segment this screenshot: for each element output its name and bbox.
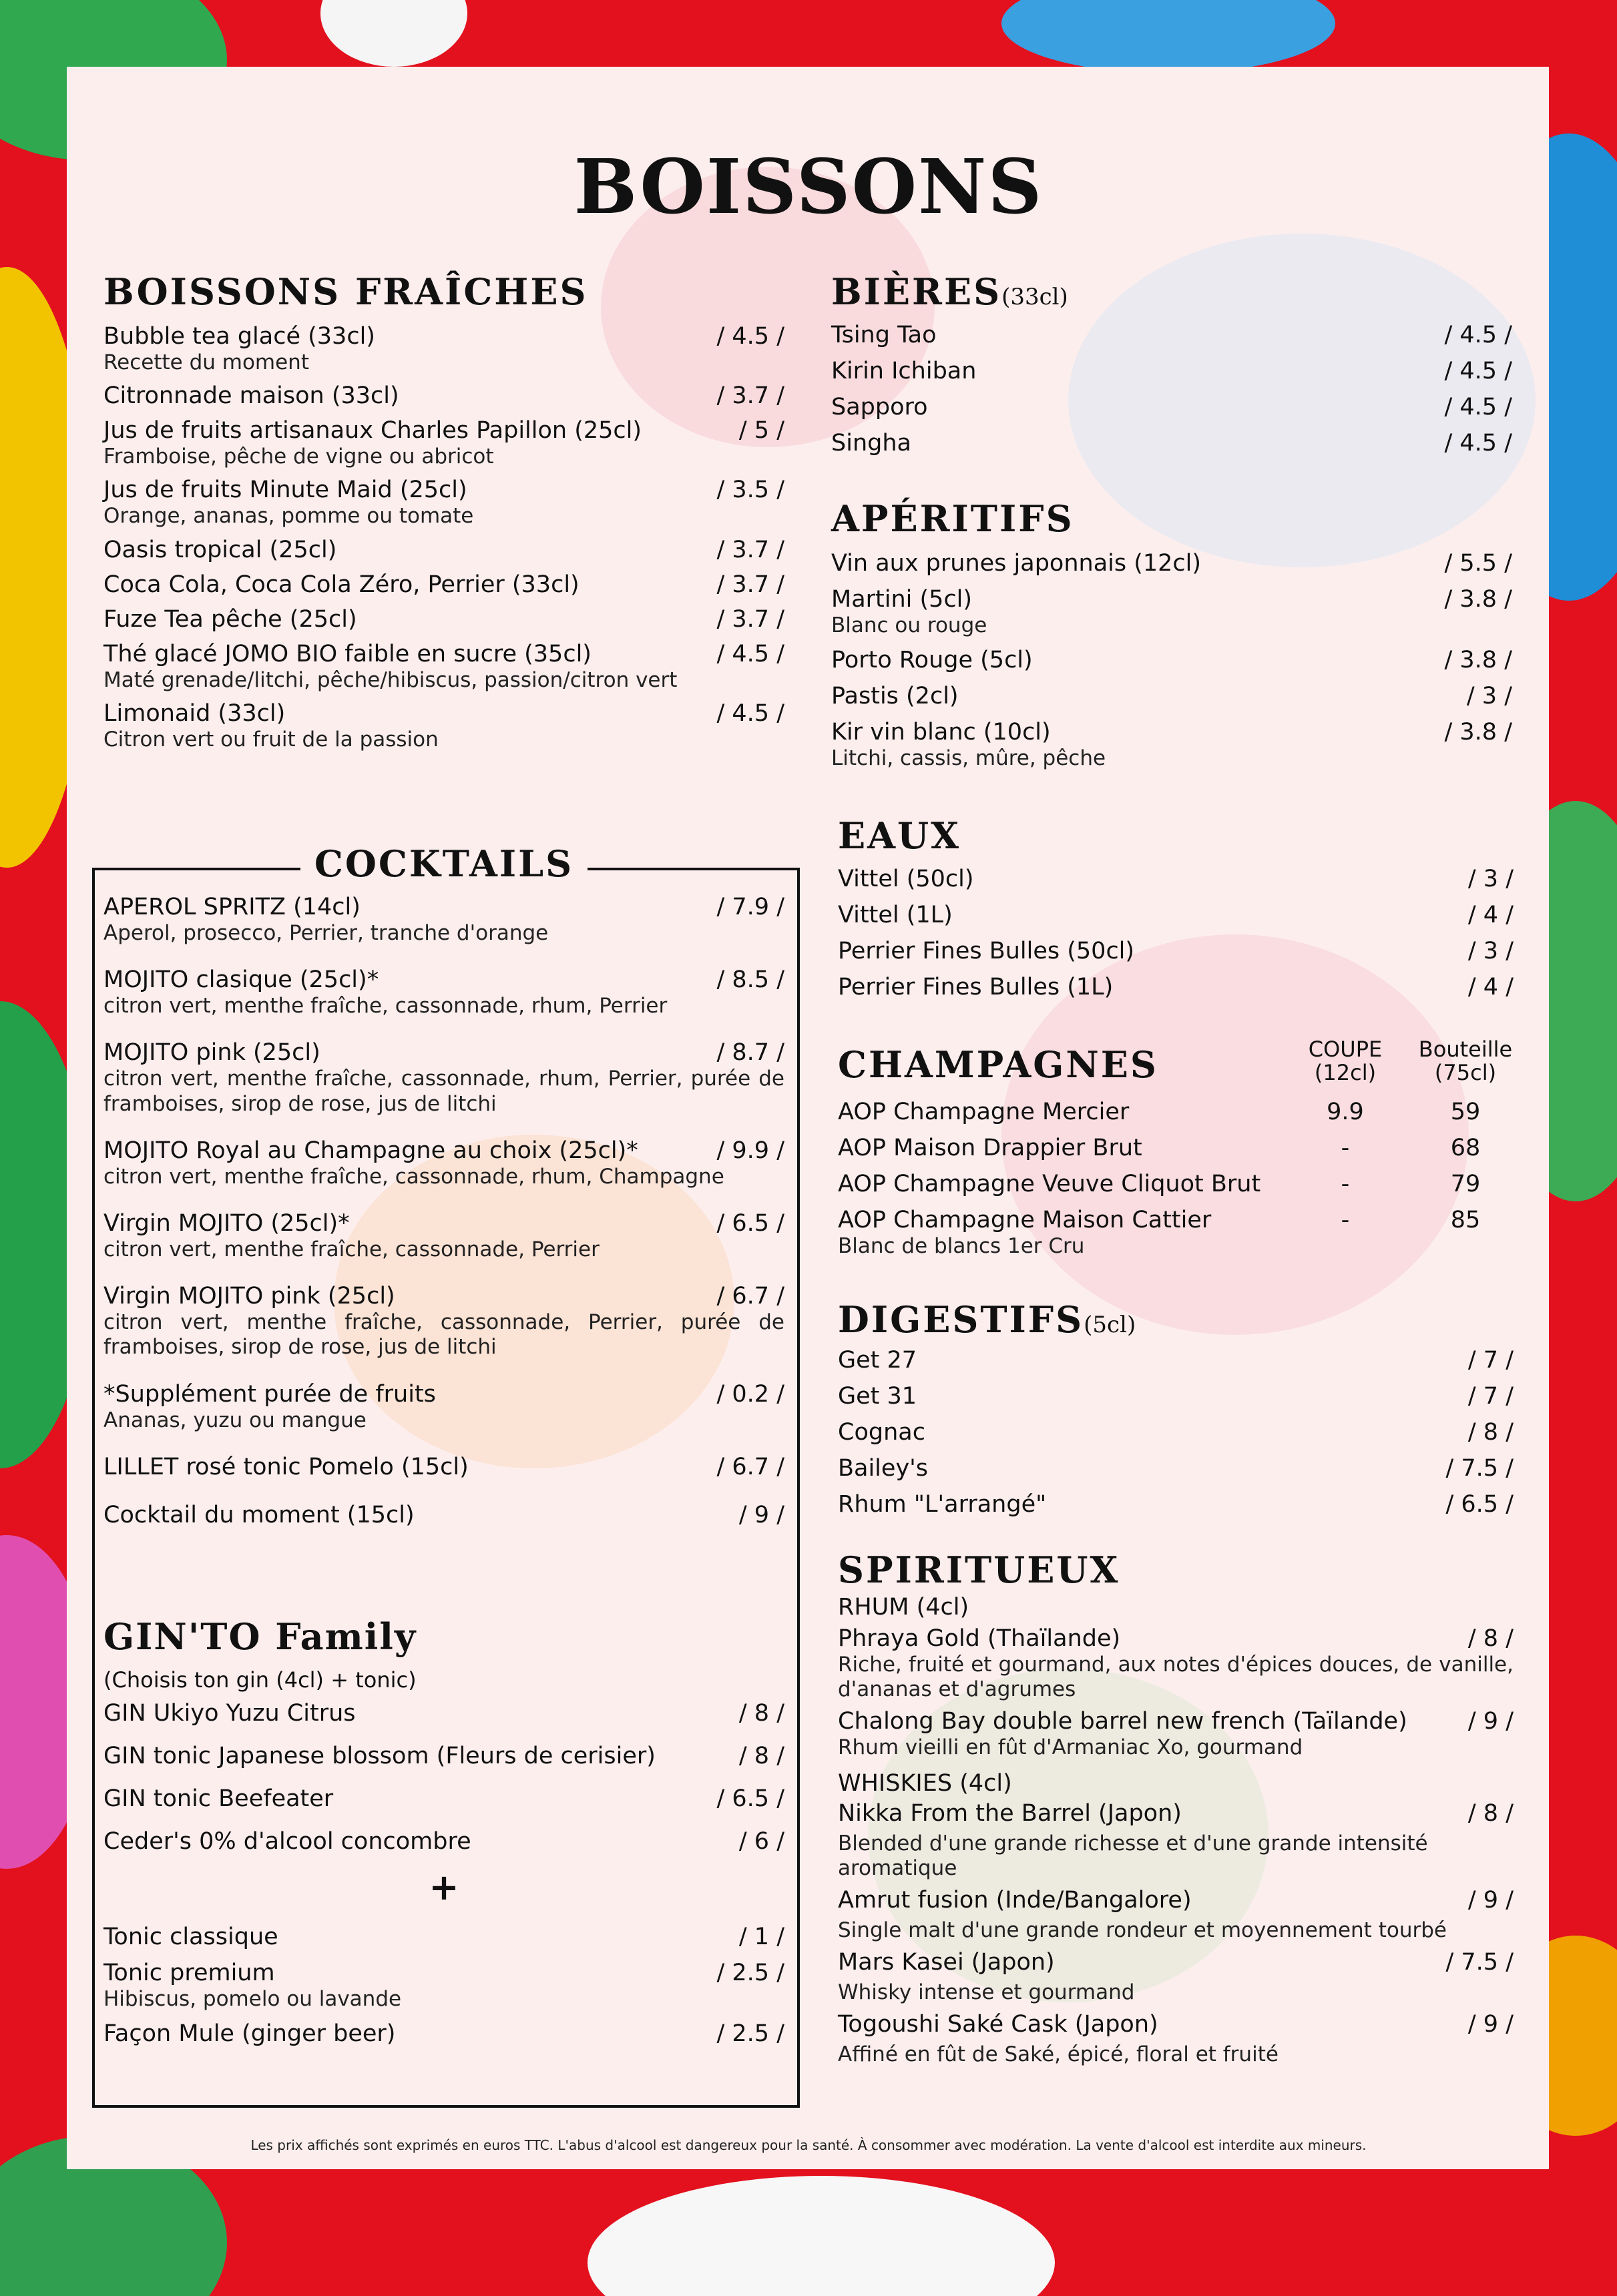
menu-item [838, 1886, 1514, 1943]
item-name: *Supplément purée de fruits [103, 1380, 436, 1408]
item-name: Rhum "L'arrangé" [838, 1491, 1047, 1518]
section-title: BOISSONS FRAÎCHES [103, 270, 588, 313]
item-name: Perrier Fines Bulles (50cl) [838, 938, 1135, 964]
flower-decoration [1001, 0, 1335, 73]
menu-item [838, 1382, 1514, 1410]
section-title: SPIRITUEUX [838, 1548, 1120, 1591]
item-price: / 6.5 / [716, 1785, 784, 1812]
item-price: / 4.5 / [716, 640, 784, 667]
item-name: Thé glacé JOMO BIO faible en sucre (35cl) [103, 640, 592, 667]
item-price: / 9 / [738, 1501, 784, 1528]
menu-item [838, 1948, 1514, 2005]
flower-decoration [320, 0, 467, 67]
item-description: Hibiscus, pomelo ou lavande [103, 1987, 402, 2011]
item-price: / 7.5 / [1445, 1949, 1514, 1976]
menu-item [831, 646, 1512, 674]
section-aperitifs [831, 497, 1512, 771]
item-name: Sapporo [831, 394, 928, 420]
menu-item [831, 682, 1512, 710]
item-price: / 2.5 / [716, 1960, 784, 1986]
item-name: Kirin Ichiban [831, 358, 977, 384]
menu-item [103, 1380, 784, 1433]
item-name: AOP Champagne Mercier [838, 1099, 1130, 1125]
item-price: / 8 / [738, 1700, 784, 1727]
item-name: Cocktail du moment (15cl) [103, 1501, 415, 1528]
item-name: Phraya Gold (Thaïlande) [838, 1625, 1121, 1652]
section-title: CHAMPAGNES [838, 1043, 1158, 1086]
item-price: / 3 / [1467, 938, 1514, 964]
ginto-subtitle: (Choisis ton gin (4cl) + tonic) [103, 1667, 417, 1693]
item-price: / 8 / [1467, 1799, 1514, 1827]
menu-item [103, 322, 784, 375]
item-name: APEROL SPRITZ (14cl) [103, 894, 361, 920]
item-price: / 0.2 / [716, 1380, 784, 1408]
item-description: Citron vert ou fruit de la passion [103, 727, 439, 752]
coupe-label: COUPE [1308, 1037, 1383, 1062]
item-description: Ananas, yuzu ou mangue [103, 1408, 367, 1432]
menu-item [103, 1501, 784, 1529]
item-price: / 4.5 / [716, 323, 784, 350]
menu-item [838, 901, 1514, 929]
item-name: Perrier Fines Bulles (1L) [838, 974, 1114, 1000]
item-price: / 6.5 / [1445, 1491, 1514, 1518]
menu-item [838, 1346, 1514, 1374]
menu-item [838, 1098, 1514, 1126]
item-price: / 8 / [738, 1743, 784, 1769]
menu-item [838, 865, 1514, 893]
section-champagnes [838, 1038, 1514, 1259]
item-price: / 3.8 / [1444, 719, 1512, 746]
coupe-price: 9.9 [1327, 1099, 1364, 1125]
section-digestifs [838, 1298, 1514, 1518]
menu-item [831, 357, 1512, 385]
item-description: Blanc ou rouge [831, 613, 987, 637]
item-price: / 1 / [738, 1924, 784, 1950]
item-price: / 3.8 / [1444, 586, 1512, 613]
menu-item [103, 1209, 784, 1262]
item-name: Amrut fusion (Inde/Bangalore) [838, 1886, 1192, 1914]
menu-item [103, 1785, 784, 1813]
menu-item [831, 393, 1512, 421]
menu-item [103, 382, 784, 410]
item-name: Tonic classique [103, 1924, 278, 1950]
item-name: AOP Champagne Maison Cattier [838, 1207, 1212, 1233]
item-price: / 7.9 / [716, 894, 784, 920]
item-name: Bubble tea glacé (33cl) [103, 323, 375, 350]
item-price: / 2.5 / [716, 2020, 784, 2048]
item-name: Façon Mule (ginger beer) [103, 2020, 396, 2048]
item-name: Ceder's 0% d'alcool concombre [103, 1828, 471, 1855]
menu-item [103, 893, 784, 946]
menu-item [838, 1134, 1514, 1162]
item-price: / 9 / [1467, 1708, 1514, 1735]
section-title: GIN'TO Family [103, 1615, 417, 1658]
bouteille-price: 79 [1450, 1171, 1481, 1197]
item-name: Coca Cola, Coca Cola Zéro, Perrier (33cl) [103, 571, 580, 598]
item-price: / 3.7 / [716, 605, 784, 633]
item-price: / 6.7 / [716, 1283, 784, 1310]
item-price: / 3.8 / [1444, 647, 1512, 674]
item-price: / 6.7 / [716, 1453, 784, 1480]
item-name: Get 31 [838, 1383, 917, 1410]
item-price: / 3.5 / [716, 477, 784, 504]
item-name: Virgin MOJITO (25cl)* [103, 1209, 350, 1237]
item-description: Recette du moment [103, 350, 309, 374]
menu-item [831, 549, 1512, 577]
item-name: Virgin MOJITO pink (25cl) [103, 1283, 395, 1310]
item-name: AOP Champagne Veuve Cliquot Brut [838, 1171, 1261, 1197]
item-price: / 3.7 / [716, 571, 784, 598]
item-name: MOJITO Royal au Champagne au choix (25cl)* [103, 1137, 638, 1164]
item-name: Limonaid (33cl) [103, 699, 286, 727]
menu-item [838, 1170, 1514, 1198]
item-description: Single malt d'une grande rondeur et moyennement tourbé [838, 1918, 1447, 1942]
item-name: Vittel (1L) [838, 902, 953, 928]
flower-decoration [588, 2176, 1055, 2296]
item-name: Bailey's [838, 1455, 929, 1482]
item-description: Aperol, prosecco, Perrier, tranche d'orange [103, 921, 549, 945]
menu-item [838, 937, 1514, 965]
item-price: / 6 / [738, 1828, 784, 1855]
section-title: BIÈRES [831, 270, 1002, 313]
section-title: DIGESTIFS [838, 1298, 1084, 1341]
item-description: citron vert, menthe fraîche, cassonnade, rhum, Perrier, purée de framboises, sirop de rose, jus de litchi [103, 1067, 784, 1116]
item-price: / 7 / [1467, 1383, 1514, 1410]
item-price: / 9.9 / [716, 1137, 784, 1164]
item-price: / 5 / [738, 417, 784, 445]
menu-item [103, 1742, 784, 1770]
item-name: GIN Ukiyo Yuzu Citrus [103, 1700, 356, 1727]
menu-item [103, 966, 784, 1019]
item-name: Cognac [838, 1419, 925, 1446]
section-boissons-fraiches [103, 270, 784, 752]
item-name: GIN tonic Beefeater [103, 1785, 334, 1812]
item-price: / 3 / [1466, 683, 1512, 710]
menu-item [838, 1454, 1514, 1482]
item-name: LILLET rosé tonic Pomelo (15cl) [103, 1453, 469, 1480]
item-name: Vin aux prunes japonnais (12cl) [831, 550, 1202, 577]
section-volume: (5cl) [1084, 1312, 1136, 1338]
menu-item [831, 321, 1512, 349]
menu-item [103, 476, 784, 529]
item-price: / 7 / [1467, 1347, 1514, 1374]
item-price: / 9 / [1467, 2011, 1514, 2038]
item-price: / 8.5 / [716, 966, 784, 994]
menu-item [103, 1959, 784, 2012]
bouteille-price: 68 [1450, 1135, 1481, 1161]
item-price: / 3.7 / [716, 536, 784, 563]
item-name: Tsing Tao [831, 322, 937, 348]
section-title: EAUX [838, 814, 961, 857]
coupe-price: - [1341, 1135, 1350, 1161]
section-ginto [103, 1615, 784, 2048]
item-name: Chalong Bay double barrel new french (Taïlande) [838, 1708, 1407, 1735]
section-spiritueux [838, 1548, 1514, 2068]
item-description: Blended d'une grande richesse et d'une grande intensité aromatique [838, 1831, 1428, 1880]
item-name: Fuze Tea pêche (25cl) [103, 605, 357, 633]
item-name: Nikka From the Barrel (Japon) [838, 1799, 1182, 1827]
item-price: / 4 / [1467, 902, 1514, 928]
item-name: Tonic premium [103, 1960, 275, 1986]
item-name: GIN tonic Japanese blossom (Fleurs de cerisier) [103, 1743, 656, 1769]
menu-item [838, 2010, 1514, 2067]
section-title-wrap [838, 1298, 1514, 1341]
item-price: / 4.5 / [1444, 430, 1512, 457]
menu-item [838, 1206, 1514, 1259]
item-name: Porto Rouge (5cl) [831, 647, 1033, 674]
coupe-price: - [1341, 1171, 1350, 1197]
item-name: Citronnade maison (33cl) [103, 382, 399, 410]
menu-item [838, 973, 1514, 1001]
menu-item [103, 416, 784, 469]
item-description: Rhum vieilli en fût d'Armaniac Xo, gourmand [838, 1735, 1303, 1760]
section-bieres [831, 270, 1512, 457]
coupe-price: - [1341, 1207, 1350, 1233]
item-name: Vittel (50cl) [838, 866, 974, 892]
item-name: MOJITO clasique (25cl)* [103, 966, 379, 994]
item-name: Mars Kasei (Japon) [838, 1949, 1055, 1976]
item-price: / 8 / [1467, 1625, 1514, 1652]
item-price: / 3 / [1467, 866, 1514, 892]
item-description: citron vert, menthe fraîche, cassonnade, rhum, Perrier [103, 994, 668, 1019]
item-description: Maté grenade/litchi, pêche/hibiscus, passion/citron vert [103, 667, 678, 692]
item-description: citron vert, menthe fraîche, cassonnade, Perrier, purée de framboises, sirop de rose, jus de litchi [103, 1310, 784, 1360]
item-name: AOP Maison Drappier Brut [838, 1135, 1142, 1161]
item-name: Pastis (2cl) [831, 683, 959, 710]
bouteille-price: 59 [1450, 1099, 1481, 1125]
menu-item [838, 1418, 1514, 1446]
item-name: Jus de fruits Minute Maid (25cl) [103, 477, 467, 504]
menu-item [838, 1625, 1514, 1702]
menu-item [103, 605, 784, 633]
item-description: Litchi, cassis, mûre, pêche [831, 746, 1106, 771]
menu-item [103, 1827, 784, 1855]
section-title: APÉRITIFS [831, 497, 1074, 540]
item-name: Get 27 [838, 1347, 917, 1374]
rhum-label: RHUM (4cl) [838, 1594, 969, 1621]
menu-item [831, 429, 1512, 457]
item-price: / 7.5 / [1445, 1455, 1514, 1482]
section-volume: (33cl) [1001, 284, 1068, 310]
legal-footer: Les prix affichés sont exprimés en euros TTC. L'abus d'alcool est dangereux pour la santé. À consommer avec modération. La vente d'alcool est interdite aux mineurs. [250, 2137, 1367, 2153]
bouteille-price: 85 [1450, 1207, 1481, 1233]
item-description: Orange, ananas, pomme ou tomate [103, 504, 474, 529]
menu-item [103, 1282, 784, 1360]
item-price: / 4 / [1467, 974, 1514, 1000]
item-description: Blanc de blancs 1er Cru [838, 1234, 1085, 1258]
item-description: Riche, fruité et gourmand, aux notes d'épices douces, de vanille, d'ananas et d'agrumes [838, 1653, 1514, 1702]
bouteille-volume: (75cl) [1434, 1060, 1497, 1086]
section-eaux [838, 814, 1514, 1001]
section-title-cocktails: COCKTAILS [300, 842, 588, 885]
bouteille-header [1409, 1038, 1522, 1085]
menu-item [103, 571, 784, 599]
item-name: Togoushi Saké Cask (Japon) [838, 2011, 1158, 2038]
item-price: / 4.5 / [1444, 358, 1512, 384]
item-name: Kir vin blanc (10cl) [831, 719, 1051, 746]
menu-item [103, 2020, 784, 2048]
menu-item [103, 1923, 784, 1951]
bouteille-label: Bouteille [1418, 1037, 1513, 1062]
item-price: / 9 / [1467, 1886, 1514, 1914]
item-description: citron vert, menthe fraîche, cassonnade, rhum, Champagne [103, 1164, 724, 1189]
item-price: / 6.5 / [716, 1209, 784, 1237]
item-description: Whisky intense et gourmand [838, 1980, 1135, 2005]
plus-sign: + [429, 1866, 459, 1908]
item-price: / 8 / [1467, 1419, 1514, 1446]
menu-item [103, 1699, 784, 1727]
whiskies-label: WHISKIES (4cl) [838, 1769, 1012, 1797]
menu-item [838, 1799, 1514, 1881]
item-name: Singha [831, 430, 911, 457]
item-price: / 5.5 / [1444, 550, 1512, 577]
menu-item [831, 718, 1512, 771]
item-name: MOJITO pink (25cl) [103, 1039, 320, 1067]
menu-item [838, 1707, 1514, 1760]
menu-item [103, 1137, 784, 1189]
item-name: Oasis tropical (25cl) [103, 536, 337, 563]
section-title-wrap [831, 270, 1512, 313]
menu-item [103, 1039, 784, 1116]
menu-item [831, 585, 1512, 638]
item-price: / 4.5 / [1444, 394, 1512, 420]
page-title: BOISSONS [573, 144, 1044, 231]
item-name: Martini (5cl) [831, 586, 973, 613]
item-description: Framboise, pêche de vigne ou abricot [103, 445, 494, 469]
section-cocktails [103, 893, 784, 1529]
menu-item [103, 536, 784, 564]
menu-item [103, 1453, 784, 1481]
item-description: citron vert, menthe fraîche, cassonnade, Perrier [103, 1237, 600, 1261]
item-price: / 4.5 / [716, 699, 784, 727]
menu-item [103, 640, 784, 693]
item-name: Jus de fruits artisanaux Charles Papillon (25cl) [103, 417, 642, 445]
item-price: / 4.5 / [1444, 322, 1512, 348]
item-price: / 8.7 / [716, 1039, 784, 1067]
item-description: Affiné en fût de Saké, épicé, floral et fruité [838, 2042, 1279, 2067]
menu-item [838, 1490, 1514, 1518]
coupe-header [1292, 1038, 1399, 1085]
item-price: / 3.7 / [716, 382, 784, 410]
menu-item [103, 699, 784, 752]
coupe-volume: (12cl) [1314, 1060, 1377, 1086]
